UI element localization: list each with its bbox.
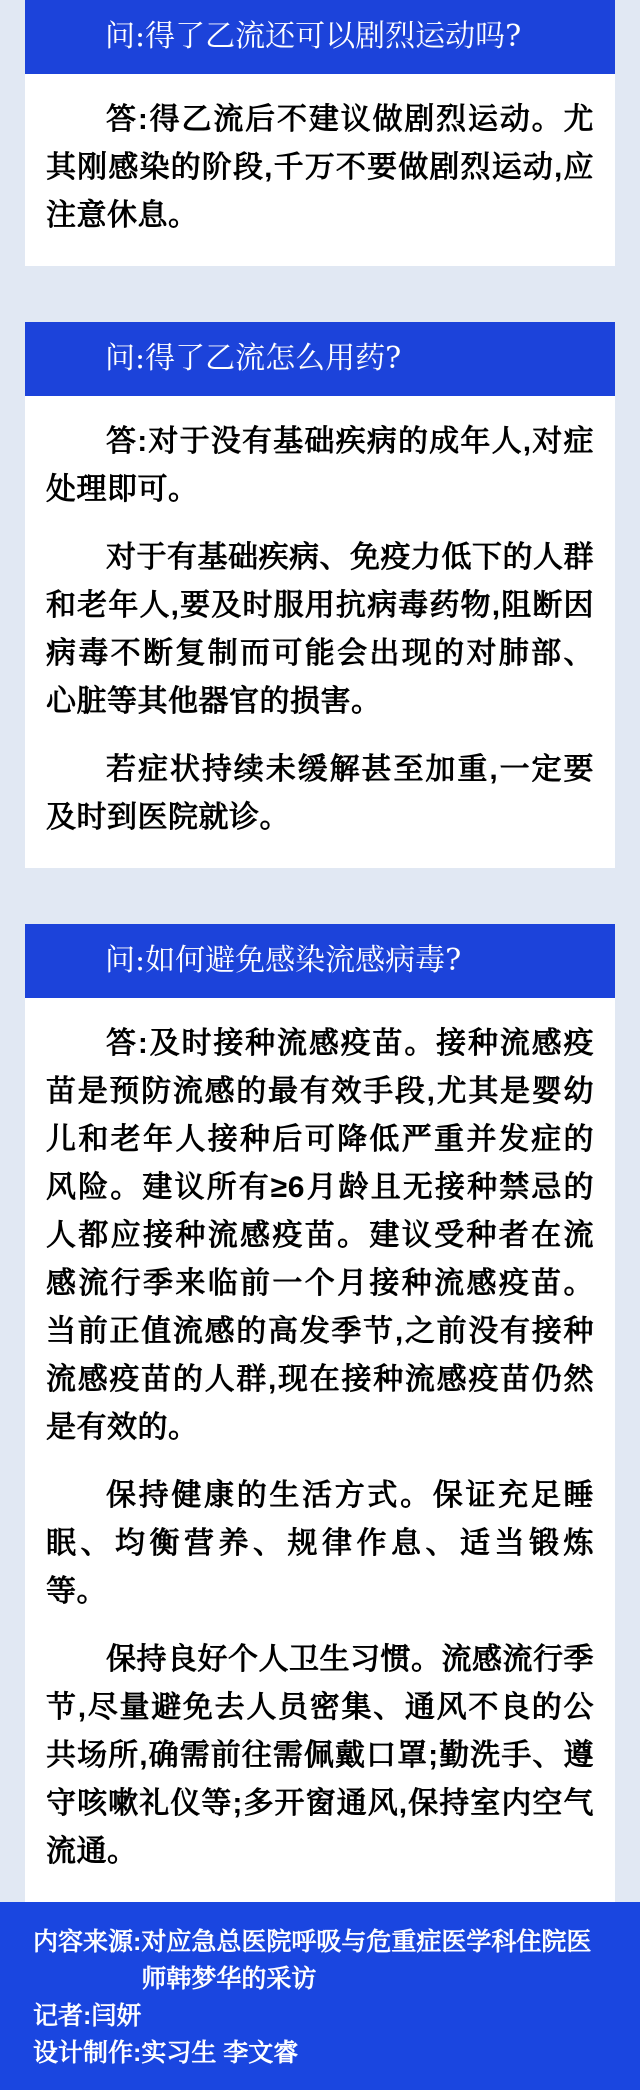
qa-section — [25, 322, 615, 868]
footer-row-designer — [33, 2035, 607, 2072]
answer-paragraph: 对于有基础疾病、免疫力低下的人群和老年人,要及时服用抗病毒药物,阻断因病毒不断复制而可能会出现的对肺部、心脏等其他器官的损害。 — [46, 541, 594, 718]
qa-section — [25, 0, 615, 266]
answer-card — [25, 396, 615, 868]
question-header — [25, 924, 615, 998]
footer-label: 记者: — [33, 2002, 92, 2030]
question-header — [25, 0, 615, 74]
footer-label: 内容来源: — [33, 1928, 142, 1956]
answer-paragraph: 若症状持续未缓解甚至加重,一定要及时到医院就诊。 — [46, 753, 594, 834]
answer-card — [25, 998, 615, 1902]
question-text: 问:如何避免感染流感病毒? — [105, 943, 462, 978]
footer-value: 对应急总医院呼吸与危重症医学科住院医师韩梦华的采访 — [141, 1928, 592, 1993]
footer-row-reporter — [33, 1998, 607, 2035]
answer-paragraph: 答:对于没有基础疾病的成年人,对症处理即可。 — [46, 425, 594, 506]
question-header — [25, 322, 615, 396]
qa-section — [25, 924, 615, 1902]
answer-paragraph: 保持良好个人卫生习惯。流感流行季节,尽量避免去人员密集、通风不良的公共场所,确需前往需佩戴口罩;勤洗手、遵守咳嗽礼仪等;多开窗通风,保持室内空气流通。 — [46, 1643, 594, 1868]
question-text: 问:得了乙流怎么用药? — [105, 341, 402, 376]
answer-paragraph: 答:及时接种流感疫苗。接种流感疫苗是预防流感的最有效手段,尤其是婴幼儿和老年人接种后可降低严重并发症的风险。建议所有≥6月龄且无接种禁忌的人都应接种流感疫苗。建议受种者在流感流行季来临前一个月接种流感疫苗。当前正值流感的高发季节,之前没有接种流感疫苗的人群,现在接种流感疫苗仍然是有效的。 — [46, 1027, 594, 1444]
question-text: 问:得了乙流还可以剧烈运动吗? — [105, 19, 522, 54]
answer-card — [25, 74, 615, 266]
footer-label: 设计制作: — [33, 2039, 142, 2067]
answer-paragraph: 保持健康的生活方式。保证充足睡眠、均衡营养、规律作息、适当锻炼等。 — [46, 1479, 594, 1608]
footer-value: 闫妍 — [91, 2002, 142, 2030]
footer-row-source — [33, 1924, 607, 1998]
answer-paragraph: 答:得乙流后不建议做剧烈运动。尤其刚感染的阶段,千万不要做剧烈运动,应注意休息。 — [46, 103, 594, 232]
footer-value: 实习生 李文睿 — [141, 2039, 299, 2067]
credits-footer — [0, 1902, 640, 2090]
